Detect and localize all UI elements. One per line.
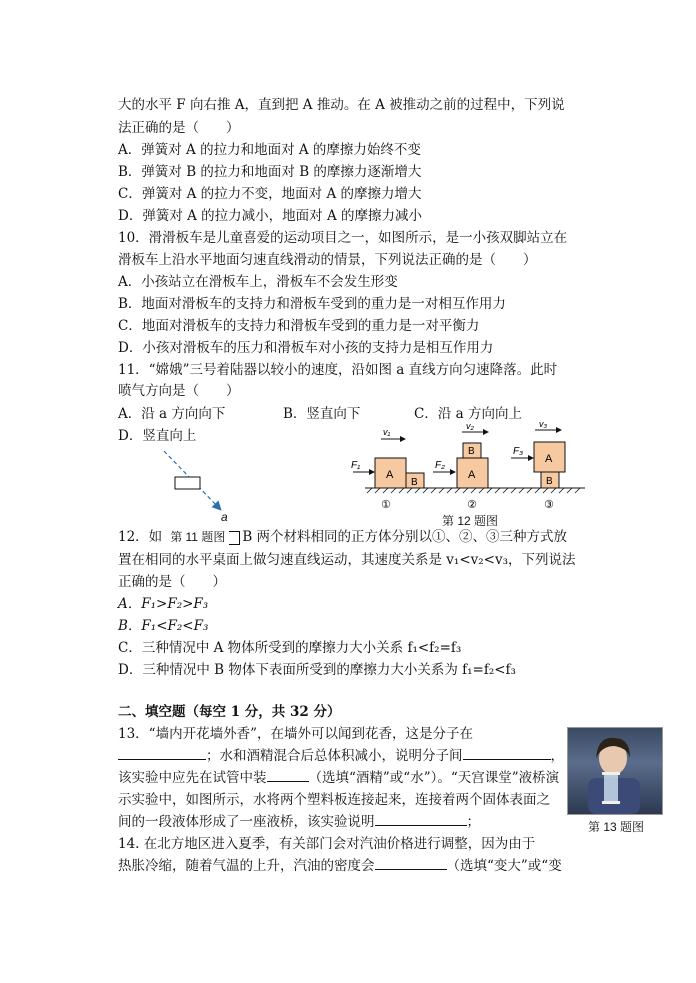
q11-stem-line1: 11．“嫦娥”三号着陆器以较小的速度，沿如图 a 直线方向匀速降落。此时 [118,362,558,378]
q10-option-c: C．地面对滑板车的支持力和滑板车受到的重力是一对平衡力 [118,318,480,334]
q10-stem-line2: 滑板车上沿水平地面匀速直线滑动的情景，下列说法正确的是（ ） [118,252,537,268]
q12-prefix: 12．如 [118,529,163,545]
q12-option-c: C．三种情况中 A 物体所受到的摩擦力大小关系 f₁<f₂=f₃ [118,640,462,656]
q9-option-d: D．弹簧对 A 的拉力减小，地面对 A 的摩擦力减小 [118,208,422,224]
q9-stem-line2: 法正确的是（ ） [118,120,240,136]
q12-stem-rest: B 两个材料相同的正方体分别以①、②、③三种方式放 [242,529,568,545]
q14-line2-text-a: 热胀冷缩，随着气温的上升，汽油的密度会 [118,858,375,874]
block-b-1-label: B [411,477,418,488]
q13-line2-text-a: ；水和酒精混合后总体积减小，说明分子间 [206,748,463,764]
q12-option-b: B．F₁<F₂<F₃ [118,618,209,634]
astronaut-image [568,728,662,814]
q14-line2-text-b: （选填“变大”或“变 [446,858,562,874]
q13-stem-line2 [118,746,564,766]
q13-blank-2[interactable] [463,746,551,760]
q13-stem-line5 [118,812,480,832]
label-config-3: ③ [544,499,554,511]
q13-blank-1[interactable] [118,746,206,760]
q13-line5-text-a: 间的一段液体形成了一座液桥，该实验说明 [118,814,375,830]
figure-12 [345,422,590,512]
q12-stem-line2: 置在相同的水平桌面上做匀速直线运动，其速度关系是 v₁<v₂<v₃，下列说法 [118,552,576,568]
label-a: a [221,510,228,524]
q9-option-c: C．弹簧对 A 的拉力不变，地面对 A 的摩擦力增大 [118,186,422,202]
q13-line3-text-a: 该实验中应先在试管中装 [118,770,267,786]
block-b-3-label: B [546,476,553,487]
q13-line3-text-b: （选填“酒精”或“水”）。“天宫课堂”液桥演 [308,770,560,786]
q9-option-a: A．弹簧对 A 的拉力和地面对 A 的摩擦力始终不变 [118,142,421,158]
figure-13-photo [567,727,663,815]
q11-option-d: D．竖直向上 [118,428,197,444]
q11-option-b: B．竖直向下 [283,406,361,422]
q10-option-a: A．小孩站立在滑板车上，滑板车不会发生形变 [118,274,398,290]
q14-stem-line1: 14. 在北方地区进入夏季，有关部门会对汽油价格进行调整，因为由于 [118,836,536,852]
q10-stem-line1: 10．滑滑板车是儿童喜爱的运动项目之一，如图所示，是一小孩双脚站立在 [118,230,568,246]
q9-option-b: B．弹簧对 B 的拉力和地面对 B 的摩擦力逐渐增大 [118,164,422,180]
figure-11-caption: 第 11 题图 [170,530,226,544]
q11-stem-line2: 喷气方向是（ ） [118,383,240,399]
q14-blank-1[interactable] [375,856,447,870]
q10-option-d: D．小孩对滑板车的压力和滑板车对小孩的支持力是相互作用力 [118,340,494,356]
figure-12-caption: 第 12 题图 [442,514,499,528]
ground-hatching [367,488,580,493]
lander-rect [175,477,200,489]
block-a-1-label: A [386,469,394,481]
block-a-2-label: A [468,469,476,481]
q12-stem-line3: 正确的是（ ） [118,574,226,590]
q12-option-a: A．F₁>F₂>F₃ [118,596,209,612]
q13-line2-text-b: ， [550,748,564,764]
q11-option-a: A．沿 a 方向向下 [118,406,226,422]
q12-option-d: D．三种情况中 B 物体下表面所受到的摩擦力大小关系为 f₁=f₂<f₃ [118,662,516,678]
label-f2: F₂ [435,460,445,471]
q13-blank-4[interactable] [375,812,467,826]
label-v3: v₃ [539,422,548,429]
q10-option-b: B．地面对滑板车的支持力和滑板车受到的重力是一对相互作用力 [118,296,506,312]
block-b-2-label: B [468,446,475,457]
label-v1: v₁ [383,427,391,437]
q12-stem-line1 [118,527,567,547]
label-f1: F₁ [351,460,361,471]
section-2-title: 二、填空题（每空 1 分，共 32 分） [118,704,341,720]
q13-stem-line4: 示实验中，如图所示，水将两个塑料板连接起来，连接着两个固体表面之 [118,792,550,808]
q13-line5-text-b: ； [466,814,480,830]
q13-stem-line3 [118,768,559,788]
label-config-1: ① [381,499,391,511]
label-f3: F₃ [513,446,524,457]
figure-11 [150,445,240,525]
block-a-3-label: A [545,453,553,465]
q14-stem-line2 [118,856,562,876]
q11-option-c: C．沿 a 方向向上 [414,406,522,422]
label-config-2: ② [467,499,477,511]
q13-blank-3[interactable] [267,768,309,782]
q13-stem-line1: 13．“墙内开花墙外香”，在墙外可以闻到花香，这是分子在 [118,726,473,742]
label-v2: v₂ [466,422,474,431]
figure-13-caption: 第 13 题图 [588,820,645,834]
q9-stem-line1: 大的水平 F 向右推 A，直到把 A 推动。在 A 被推动之前的过程中，下列说 [118,97,565,113]
